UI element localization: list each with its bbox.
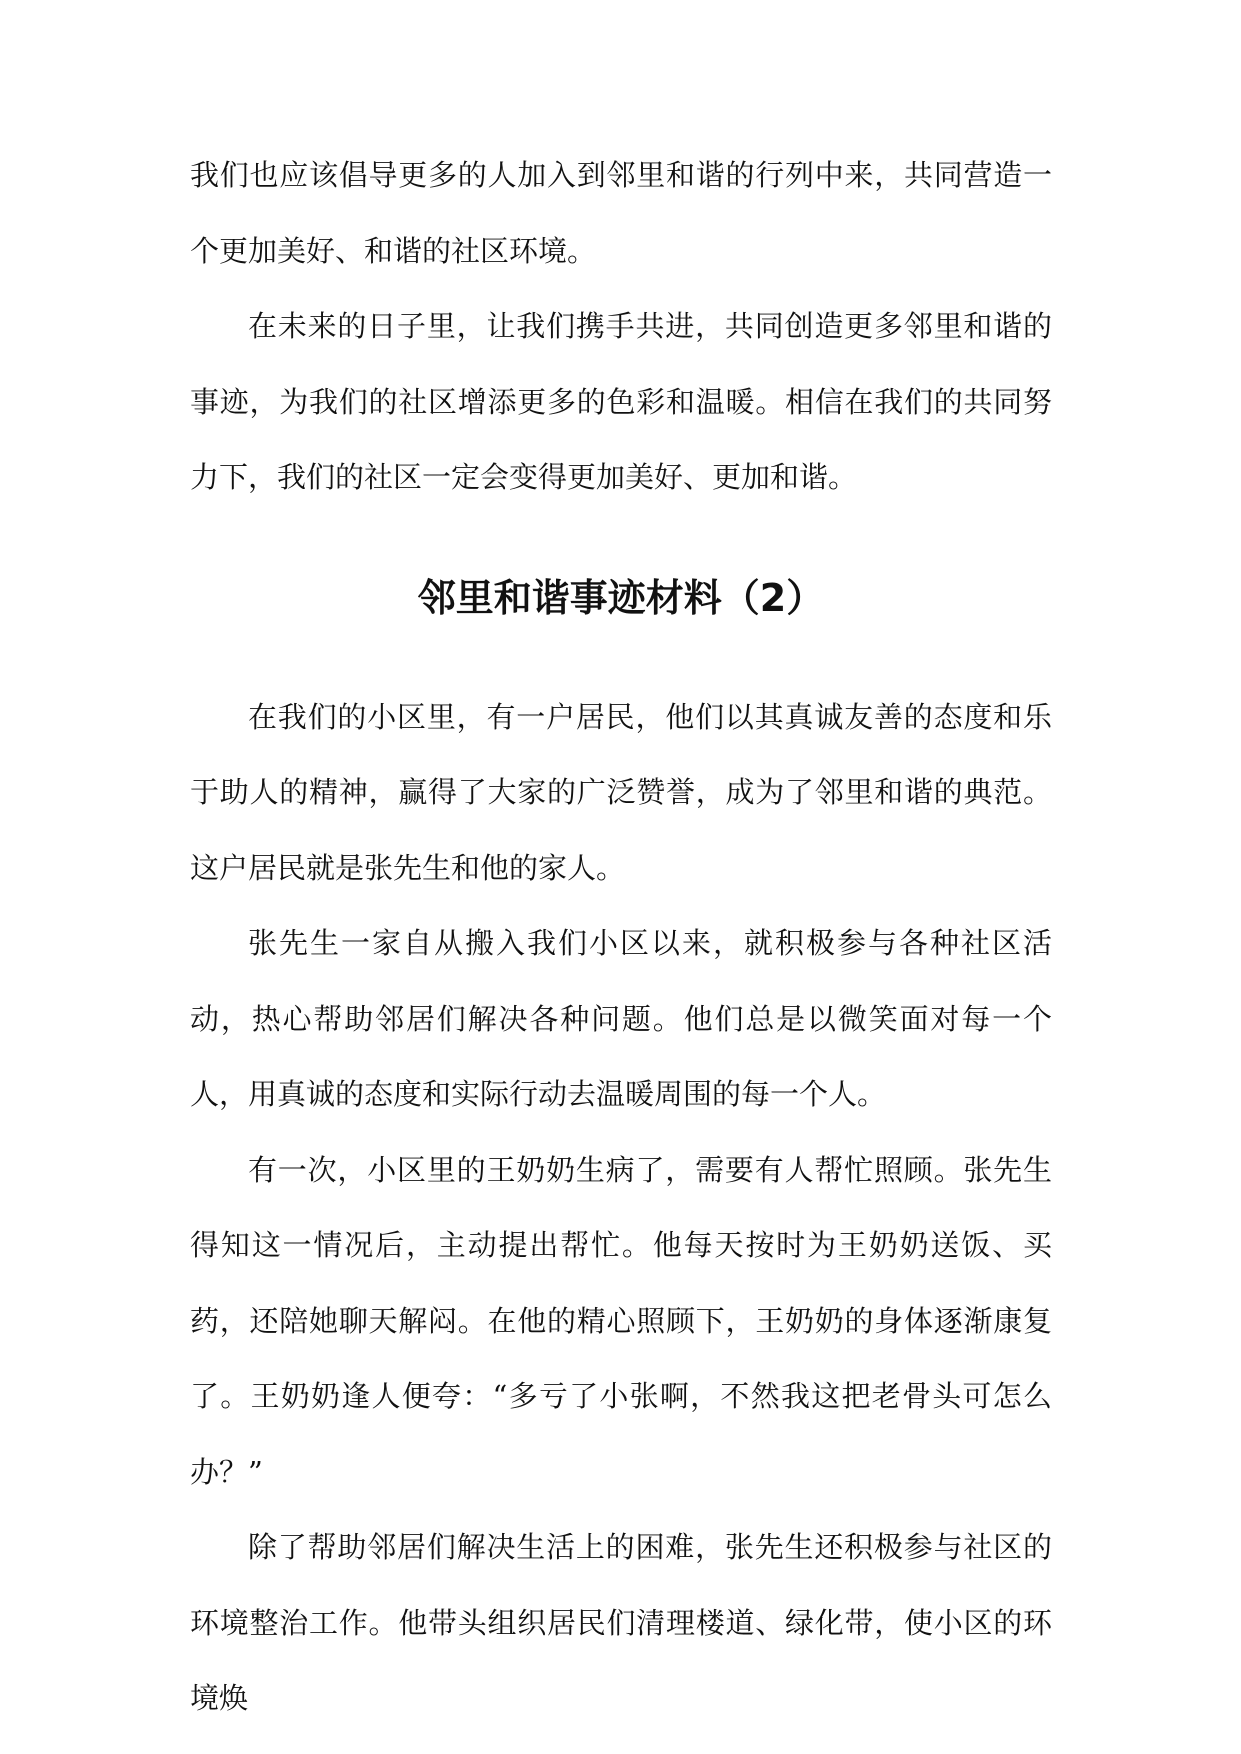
section-paragraph-2: 张先生一家自从搬入我们小区以来，就积极参与各种社区活动，热心帮助邻居们解决各种问题。他们总是以微笑面对每一个人，用真诚的态度和实际行动去温暖周围的每一个人。 — [190, 926, 1052, 1111]
section-paragraph-1: 在我们的小区里，有一户居民，他们以其真诚友善的态度和乐于助人的精神，赢得了大家的广泛赞誉，成为了邻里和谐的典范。这户居民就是张先生和他的家人。 — [190, 699, 1052, 885]
section-paragraph-3: 有一次，小区里的王奶奶生病了，需要有人帮忙照顾。张先生得知这一情况后，主动提出帮忙。他每天按时为王奶奶送饭、买药，还陪她聊天解闷。在他的精心照顾下，王奶奶的身体逐渐康复了。王奶奶逢人便夸：“多亏了小张啊，不然我这把老骨头可怎么办？” — [190, 1152, 1052, 1489]
intro-paragraph-2: 在未来的日子里，让我们携手共进，共同创造更多邻里和谐的事迹，为我们的社区增添更多的色彩和温暖。相信在我们的共同努力下，我们的社区一定会变得更加美好、更加和谐。 — [190, 309, 1052, 494]
section-title: 邻里和谐事迹材料（2） — [417, 575, 825, 620]
intro-paragraph-1: 我们也应该倡导更多的人加入到邻里和谐的行列中来，共同营造一个更加美好、和谐的社区环境。 — [190, 158, 1052, 268]
document-body — [190, 138, 1052, 1737]
section-paragraph-4: 除了帮助邻居们解决生活上的困难，张先生还积极参与社区的环境整治工作。他带头组织居民们清理楼道、绿化带，使小区的环境焕 — [190, 1530, 1052, 1715]
